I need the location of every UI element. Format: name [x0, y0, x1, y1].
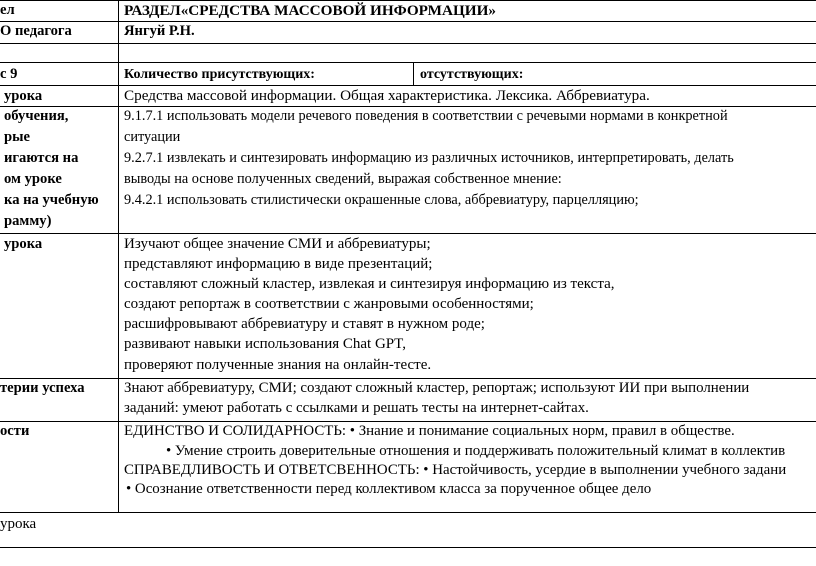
table-rule: [0, 547, 816, 548]
objectives-label-line: игаются на: [4, 150, 79, 166]
objectives-label-line: обучения,: [4, 108, 69, 124]
present-label: Количество присутствующих:: [124, 67, 315, 82]
values-label: ости: [0, 423, 30, 439]
table-rule: [0, 378, 816, 379]
row1-left-label: ел: [0, 2, 15, 18]
objectives-label-line: ка на учебную: [4, 192, 99, 208]
values-line: • Умение строить доверительные отношения и поддерживать положительный климат в коллектив: [166, 443, 786, 459]
objectives-label-line: ом уроке: [4, 171, 62, 187]
goal-line: проверяют полученные знания на онлайн-тесте.: [124, 357, 432, 373]
values-line: ЕДИНСТВО И СОЛИДАРНОСТЬ: • Знание и понимание социальных норм, правил в обществе.: [124, 423, 735, 439]
teacher-name: Янгуй Р.Н.: [124, 23, 195, 39]
goal-line: Изучают общее значение СМИ и аббревиатуры;: [124, 236, 431, 252]
table-rule: [0, 0, 816, 1]
goal-line: представляют информацию в виде презентаций;: [124, 256, 433, 272]
teacher-label: О педагога: [0, 23, 72, 39]
topic-value: Средства массовой информации. Общая характеристика. Лексика. Аббревиатура.: [124, 87, 650, 104]
absent-label: отсутствующих:: [420, 67, 524, 82]
values-line: • Осознание ответственности перед коллективом класса за порученное общее дело: [126, 481, 652, 497]
objectives-label-line: рые: [4, 129, 30, 145]
criteria-line: заданий: умеют работать с ссылками и решать тесты на интернет-сайтах.: [124, 400, 589, 416]
table-rule: [0, 85, 816, 86]
goal-line: составляют сложный кластер, извлекая и синтезируя информацию из текста,: [124, 276, 615, 292]
goal-line: расшифровывают аббревиатуру и ставят в нужном роде;: [124, 316, 485, 332]
objective-line: выводы на основе полученных сведений, выражая собственное мнение:: [124, 171, 562, 187]
objective-line: 9.1.7.1 использовать модели речевого поведения в соответствии с речевыми нормами в конкретной: [124, 108, 728, 124]
objective-line: ситуации: [124, 129, 181, 145]
objectives-label-line: рамму): [4, 213, 52, 229]
objective-line: 9.4.2.1 использовать стилистически окрашенные слова, аббревиатуру, парцелляцию;: [124, 192, 639, 208]
footer-label: урока: [0, 516, 37, 532]
objective-line: 9.2.7.1 извлекать и синтезировать информацию из различных источников, интерпретировать, делать: [124, 150, 734, 166]
table-rule: [0, 62, 816, 63]
class-label: с 9: [0, 66, 18, 82]
section-title: РАЗДЕЛ«СРЕДСТВА МАССОВОЙ ИНФОРМАЦИИ»: [124, 2, 497, 19]
criteria-label: терии успеха: [0, 380, 85, 396]
values-line: СПРАВЕДЛИВОСТЬ И ОТВЕТСВЕННОСТЬ: • Настойчивость, усердие в выполнении учебного задани: [124, 462, 787, 478]
criteria-line: Знают аббревиатуру, СМИ; создают сложный кластер, репортаж; используют ИИ при выполнении: [124, 380, 750, 396]
table-rule: [0, 106, 816, 107]
table-rule: [0, 512, 816, 513]
table-rule: [0, 233, 816, 234]
topic-label: урока: [4, 88, 43, 104]
goal-line: развивают навыки использования Chat GPT,: [124, 336, 406, 352]
table-rule: [0, 21, 816, 22]
table-rule: [118, 0, 119, 512]
table-rule: [0, 421, 816, 422]
table-rule: [0, 43, 816, 44]
goals-label: урока: [4, 236, 43, 252]
table-rule: [413, 62, 414, 85]
goal-line: создают репортаж в соответствии с жанровыми особенностями;: [124, 296, 534, 312]
